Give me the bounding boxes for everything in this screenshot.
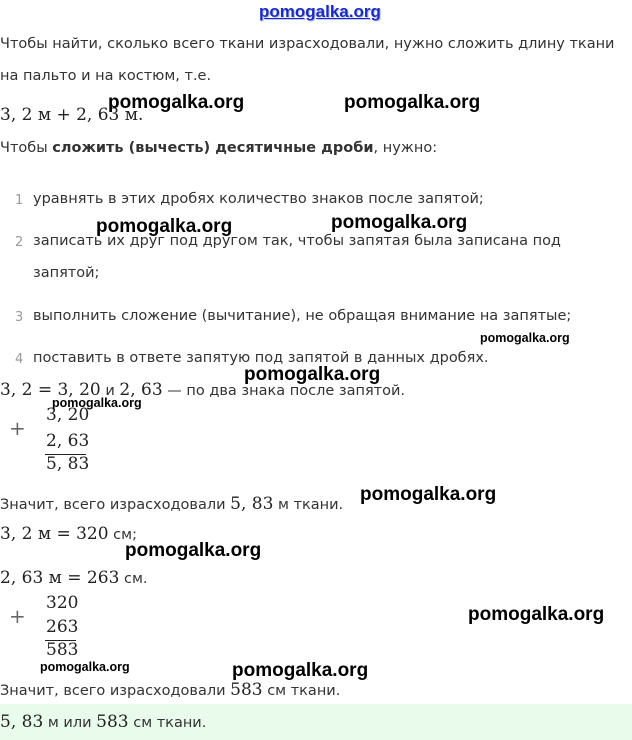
equalize-after: — по два знака после запятой.: [162, 383, 406, 399]
answer-mid: м или: [43, 715, 97, 731]
intro-line-2: на пальто и на костюм, т.е.: [0, 68, 212, 84]
convert-2-after: см.: [119, 571, 148, 587]
column-addend-2: 2, 63: [46, 431, 90, 451]
conclusion-1-before: Значит, всего израсходовали: [0, 497, 231, 513]
conclusion-1-after: м ткани.: [273, 497, 344, 513]
rule-text: [0, 140, 437, 156]
watermark-text: pomogalka.org: [96, 216, 233, 237]
column-addend-1: 3, 20: [46, 405, 90, 425]
watermark-text: pomogalka.org: [244, 364, 381, 385]
answer-after: см ткани.: [128, 715, 207, 731]
watermark-text: pomogalka.org: [40, 660, 130, 674]
site-title-link[interactable]: pomogalka.org: [259, 2, 381, 21]
step-text: уравнять в этих дробях количество знаков после запятой;: [33, 191, 484, 207]
convert-line-1: [0, 524, 137, 544]
watermark-text: pomogalka.org: [125, 540, 262, 561]
step-number: 4: [15, 352, 24, 367]
intro-math: 3, 2 м + 2, 63 м.: [0, 105, 144, 125]
answer-box: [0, 704, 632, 740]
answer-text: [0, 712, 206, 732]
intro-line-1: Чтобы найти, сколько всего ткани израсходовали, нужно сложить длину ткани: [0, 36, 615, 52]
equalize-mid: и: [100, 383, 120, 399]
answer-math-1: 5, 83: [0, 712, 44, 732]
step-text-cont: запятой;: [33, 265, 100, 281]
plus-sign: +: [9, 416, 26, 440]
convert-1-math: 3, 2 м = 320: [0, 524, 109, 544]
convert-line-2: [0, 568, 148, 588]
answer-math-2: 583: [96, 712, 129, 732]
conclusion-2-math: 583: [230, 680, 263, 700]
equalize-math-1: 3, 2 = 3, 20: [0, 380, 101, 400]
conclusion-1-math: 5, 83: [230, 494, 274, 514]
watermark-text: pomogalka.org: [344, 92, 481, 113]
step-text: поставить в ответе запятую под запятой в данных дробях.: [33, 350, 489, 366]
conclusion-2: [0, 680, 340, 700]
column-addend-2: 263: [46, 617, 79, 637]
step-number: 1: [15, 193, 24, 208]
watermark-text: pomogalka.org: [52, 396, 142, 410]
column-addend-1: 320: [46, 593, 79, 613]
conclusion-1: [0, 494, 343, 514]
watermark-text: pomogalka.org: [232, 660, 369, 681]
plus-sign: +: [9, 604, 26, 628]
watermark-text: pomogalka.org: [480, 331, 570, 345]
convert-2-math: 2, 63 м = 263: [0, 568, 120, 588]
rule-after: , нужно:: [373, 140, 438, 156]
watermark-text: pomogalka.org: [468, 604, 605, 625]
conclusion-2-before: Значит, всего израсходовали: [0, 683, 231, 699]
equalize-math-2: 2, 63: [119, 380, 163, 400]
step-number: 3: [15, 310, 24, 325]
conclusion-2-after: см ткани.: [262, 683, 341, 699]
rule-before: Чтобы: [0, 140, 53, 156]
step-text: выполнить сложение (вычитание), не обращая внимание на запятые;: [33, 308, 572, 324]
rule-bold: сложить (вычесть) десятичные дроби: [52, 140, 374, 156]
column-sum: 5, 83: [46, 454, 90, 474]
column-sum: 583: [46, 640, 79, 660]
watermark-text: pomogalka.org: [360, 484, 497, 505]
convert-1-after: см;: [108, 527, 137, 543]
watermark-text: pomogalka.org: [108, 92, 245, 113]
watermark-text: pomogalka.org: [331, 212, 468, 233]
step-number: 2: [15, 235, 24, 250]
step-text: записать их друг под другом так, чтобы запятая была записана под: [33, 233, 561, 249]
